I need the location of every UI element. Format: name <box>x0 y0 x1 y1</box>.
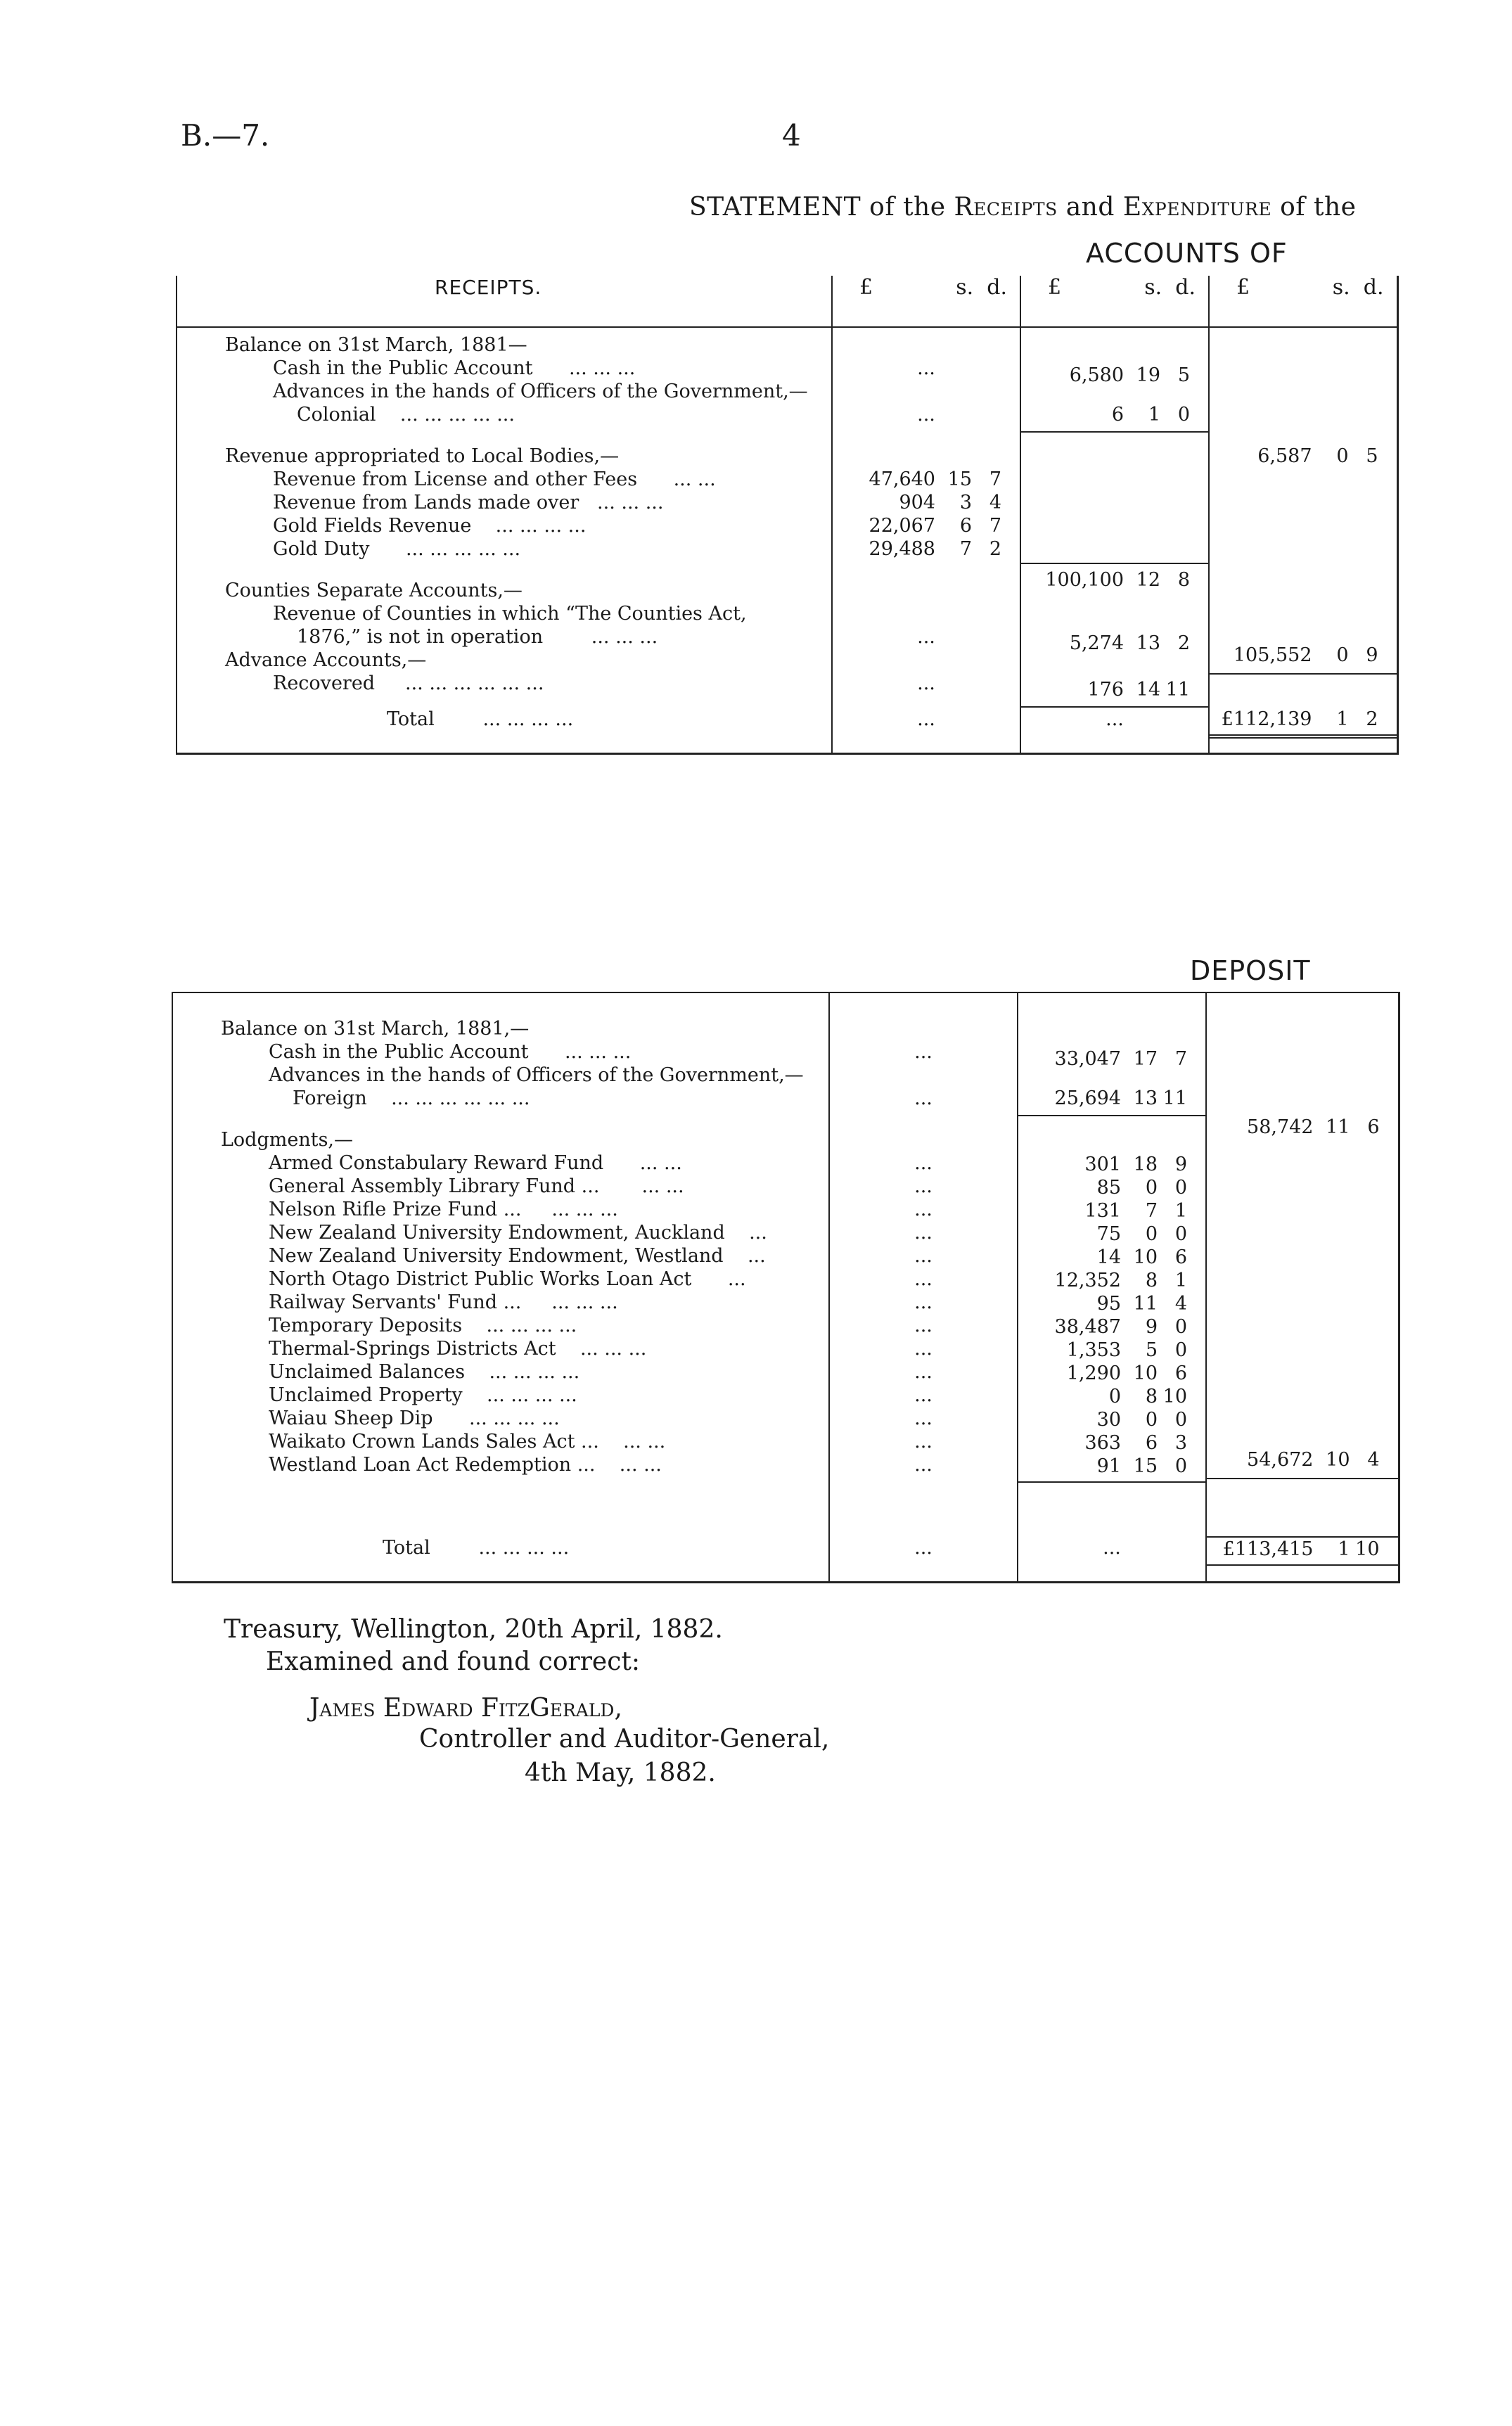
counties-title: Counties Separate Accounts,— <box>225 580 523 601</box>
lodgment-amount: 30 0 0 <box>1096 1409 1187 1431</box>
counties-dots: ... ... ... <box>591 626 658 648</box>
page-number: 4 <box>782 118 801 153</box>
deposit-cash-row-label <box>221 1040 828 1064</box>
lodgment-amount: 363 6 3 <box>1084 1432 1187 1454</box>
currency-header-col1 <box>832 276 1020 327</box>
cash-amount: 6,580 19 5 <box>1069 364 1190 386</box>
deposit-body-row <box>172 992 1399 1536</box>
gold-fields-dots: ... ... ... ... <box>495 515 587 537</box>
receipts-total-col2-dots: ... <box>1106 708 1124 730</box>
rev-license-amount: 47,640 15 7 <box>869 468 1001 490</box>
lodgments-total: 54,672 10 4 <box>1207 1448 1398 1479</box>
lodgment-label: Temporary Deposits <box>269 1315 463 1336</box>
deposit-col2 <box>1018 992 1206 1536</box>
lodgment-col1: ... <box>914 1361 933 1383</box>
pence-header: d. <box>1363 276 1384 300</box>
lodgment-amount: 91 15 0 <box>1018 1455 1205 1483</box>
lodgment-dots: ... ... <box>623 1431 666 1453</box>
rev-lands-row-label <box>225 491 831 514</box>
lodgment-col1: ... <box>914 1291 933 1313</box>
lodgment-dots: ... ... ... ... <box>489 1361 580 1383</box>
statement-of-the: of the <box>1280 193 1357 222</box>
cash-col1: ... <box>917 357 935 379</box>
lodgment-col1: ... <box>914 1407 933 1429</box>
receipts-grand-total: £112,139 1 2 <box>1210 708 1397 739</box>
receipts-col1 <box>832 327 1020 708</box>
rev-license-row-label <box>225 468 831 491</box>
lodgment-dots: ... ... ... <box>551 1291 618 1313</box>
deposit-total-row <box>172 1536 1399 1583</box>
lodgment-amount: 301 18 9 <box>1084 1154 1187 1175</box>
rev-license-label: Revenue from License and other Fees <box>273 468 638 490</box>
lodgment-label: Unclaimed Property <box>269 1384 463 1406</box>
lodgment-label: Railway Servants' Fund ... <box>269 1291 522 1313</box>
lodgment-dots: ... ... <box>641 1175 684 1197</box>
lodgment-label: Nelson Rifle Prize Fund ... <box>269 1199 522 1220</box>
footer-treasury: Treasury, Wellington, 20th April, 1882. <box>224 1615 723 1644</box>
lodgment-label: New Zealand University Endowment, Auckland <box>269 1222 725 1244</box>
rev-lands-amount: 904 3 4 <box>899 492 1001 513</box>
deposit-total-col2 <box>1018 1536 1206 1583</box>
lodgment-label-row <box>221 1453 828 1476</box>
receipts-total-dots: ... ... ... ... <box>482 708 574 730</box>
receipts-total-col1-dots: ... <box>917 708 935 730</box>
lodgment-label-row <box>221 1430 828 1453</box>
lodgment-label: Waikato Crown Lands Sales Act ... <box>269 1431 599 1453</box>
deposit-total-label: Total <box>383 1537 430 1559</box>
advances-label: Advances in the hands of Officers of the Government,— <box>273 381 808 402</box>
lodgment-col1: ... <box>914 1268 933 1290</box>
recovered-label: Recovered <box>273 672 376 694</box>
revenue-subtotal: 100,100 12 8 <box>1021 563 1208 596</box>
gold-fields-label: Gold Fields Revenue <box>273 515 472 537</box>
rev-lands-dots: ... ... ... <box>597 492 664 513</box>
shilling-header: s. <box>956 276 974 300</box>
gold-duty-label: Gold Duty <box>273 538 370 560</box>
statement-and: and <box>1065 193 1115 222</box>
deposit-total-col1-dots: ... <box>914 1537 933 1559</box>
footer-title: Controller and Auditor-General, <box>419 1725 830 1754</box>
recovered-row-label <box>225 672 831 695</box>
deposit-grand-total-cell <box>1206 1536 1399 1583</box>
statement-expenditure: Expenditure <box>1122 193 1272 222</box>
pence-header: d. <box>1175 276 1196 300</box>
lodgment-amount: 85 0 0 <box>1096 1177 1187 1199</box>
lodgment-dots: ... ... ... <box>551 1199 618 1220</box>
lodgment-col1: ... <box>914 1199 933 1220</box>
shilling-header: s. <box>1144 276 1162 300</box>
receipts-label: RECEIPTS. <box>177 276 832 327</box>
lodgments-title: Lodgments,— <box>221 1129 354 1151</box>
advance-accounts-title: Advance Accounts,— <box>225 649 427 671</box>
gold-fields-amount: 22,067 6 7 <box>869 515 1001 537</box>
receipts-total-col2 <box>1020 708 1209 754</box>
foreign-label: Foreign <box>293 1087 367 1109</box>
receipts-header-row <box>177 276 1397 327</box>
lodgment-dots: ... <box>749 1222 767 1244</box>
lodgment-dots: ... ... ... <box>579 1338 647 1360</box>
recovered-amount: 176 14 11 <box>1021 678 1208 708</box>
counties-amount: 5,274 13 2 <box>1069 632 1190 654</box>
page-id: B.—7. <box>181 118 270 153</box>
recovered-dots: ... ... ... ... ... ... <box>405 672 544 694</box>
foreign-dots: ... ... ... ... ... ... <box>391 1087 530 1109</box>
deposit-cash-label: Cash in the Public Account <box>269 1041 529 1063</box>
foreign-amount: 25,694 13 11 <box>1018 1087 1205 1116</box>
lodgment-dots: ... ... ... ... <box>486 1315 577 1336</box>
cash-row-label <box>225 357 831 380</box>
receipts-total-label: Total <box>387 708 435 730</box>
deposit-grand-total: £113,415 1 10 <box>1207 1536 1398 1566</box>
lodgment-label: Thermal-Springs Districts Act <box>269 1338 556 1360</box>
lodgment-col1: ... <box>914 1175 933 1197</box>
currency-header-col2 <box>1020 276 1209 327</box>
lodgment-label-row <box>221 1244 828 1268</box>
lodgment-label-row <box>221 1151 828 1175</box>
lodgment-col1: ... <box>914 1222 933 1244</box>
receipts-descriptions <box>177 327 832 708</box>
deposit-balance-title: Balance on 31st March, 1881,— <box>221 1018 530 1040</box>
statement-word: STATEMENT <box>689 193 861 222</box>
statement-of: of the <box>869 193 946 222</box>
shilling-header: s. <box>1332 276 1350 300</box>
pound-header: £ <box>1236 276 1250 300</box>
revenue-title: Revenue appropriated to Local Bodies,— <box>225 445 620 467</box>
footer-examined: Examined and found correct: <box>266 1647 640 1676</box>
cash-label: Cash in the Public Account <box>273 357 533 379</box>
statement-heading <box>689 193 1356 222</box>
receipts-total-label-cell <box>177 708 832 754</box>
rev-lands-label: Revenue from Lands made over <box>273 492 579 513</box>
lodgment-dots: ... ... ... ... <box>468 1407 560 1429</box>
lodgment-label-row <box>221 1221 828 1244</box>
deposit-total-label-cell <box>172 1536 829 1583</box>
deposit-col3 <box>1206 992 1399 1536</box>
lodgment-label: General Assembly Library Fund ... <box>269 1175 600 1197</box>
balance-title: Balance on 31st March, 1881— <box>225 334 527 356</box>
deposit-descriptions <box>172 992 829 1536</box>
foreign-row-label <box>221 1087 828 1110</box>
lodgment-dots: ... <box>727 1268 746 1290</box>
deposit-col1 <box>829 992 1018 1536</box>
balance-total: 6,587 0 5 <box>1257 445 1378 467</box>
footer-date: 4th May, 1882. <box>525 1758 716 1787</box>
other-total: 105,552 0 9 <box>1210 644 1397 675</box>
pence-header: d. <box>987 276 1007 300</box>
footer-signatory: James Edward FitzGerald, <box>309 1694 622 1723</box>
lodgment-label-row <box>221 1198 828 1221</box>
lodgment-label-row <box>221 1268 828 1291</box>
lodgment-label: New Zealand University Endowment, Westland <box>269 1245 724 1267</box>
recovered-col1: ... <box>917 672 935 694</box>
lodgment-col1: ... <box>914 1384 933 1406</box>
lodgment-dots: ... ... <box>619 1454 662 1476</box>
lodgment-dots: ... <box>747 1245 766 1267</box>
deposit-cash-col1: ... <box>914 1041 933 1063</box>
receipts-col2 <box>1020 327 1209 708</box>
lodgment-label-row <box>221 1175 828 1198</box>
lodgment-dots: ... ... ... ... <box>487 1384 577 1406</box>
gold-duty-dots: ... ... ... ... ... <box>405 538 521 560</box>
lodgment-label-row <box>221 1291 828 1314</box>
lodgment-amount: 131 7 1 <box>1084 1200 1187 1222</box>
colonial-label: Colonial <box>297 404 376 426</box>
receipts-col3 <box>1209 327 1397 708</box>
lodgment-label-row <box>221 1384 828 1407</box>
accounts-of-heading: ACCOUNTS OF <box>1086 238 1288 269</box>
lodgment-col1: ... <box>914 1245 933 1267</box>
lodgment-label: Unclaimed Balances <box>269 1361 466 1383</box>
deposit-advances-label: Advances in the hands of Officers of the Government,— <box>269 1064 804 1086</box>
pound-header: £ <box>1048 276 1062 300</box>
gold-duty-amount: 29,488 7 2 <box>869 538 1001 560</box>
colonial-row-label <box>225 403 831 426</box>
lodgment-label-row <box>221 1360 828 1384</box>
lodgment-amount: 75 0 0 <box>1096 1223 1187 1245</box>
lodgment-col1: ... <box>914 1152 933 1174</box>
lodgment-label: Armed Constabulary Reward Fund <box>269 1152 604 1174</box>
lodgment-amount: 1,290 10 6 <box>1066 1362 1187 1384</box>
deposit-heading: DEPOSIT <box>1190 955 1311 986</box>
colonial-col1: ... <box>917 404 935 426</box>
deposit-total-dots: ... ... ... ... <box>478 1537 570 1559</box>
lodgment-amount: 14 10 6 <box>1096 1246 1187 1268</box>
gold-fields-row-label <box>225 514 831 537</box>
counties-line2: 1876,” is not in operation <box>297 626 544 648</box>
receipts-grand-total-cell <box>1209 708 1397 754</box>
lodgment-amount: 38,487 9 0 <box>1054 1316 1187 1338</box>
lodgment-amount: 1,353 5 0 <box>1066 1339 1187 1361</box>
deposit-table <box>172 992 1400 1583</box>
cash-dots: ... ... ... <box>568 357 636 379</box>
lodgment-label: Westland Loan Act Redemption ... <box>269 1454 596 1476</box>
deposit-total-col1 <box>829 1536 1018 1583</box>
counties-line1: Revenue of Counties in which “The Counties Act, <box>273 603 747 625</box>
receipts-body-row <box>177 327 1397 708</box>
lodgment-label-row <box>221 1314 828 1337</box>
receipts-table <box>176 276 1399 755</box>
gold-duty-row-label <box>225 537 831 561</box>
receipts-total-col1 <box>832 708 1020 754</box>
lodgment-col1: ... <box>914 1431 933 1453</box>
rev-license-dots: ... ... <box>673 468 716 490</box>
receipts-total-row <box>177 708 1397 754</box>
deposit-cash-dots: ... ... ... <box>564 1041 632 1063</box>
lodgment-label: Waiau Sheep Dip <box>269 1407 433 1429</box>
colonial-dots: ... ... ... ... ... <box>399 404 515 426</box>
deposit-cash-amount: 33,047 17 7 <box>1054 1048 1187 1070</box>
lodgment-col1: ... <box>914 1315 933 1336</box>
pound-header: £ <box>859 276 873 300</box>
lodgment-amount: 12,352 8 1 <box>1054 1270 1187 1291</box>
currency-header-col3 <box>1209 276 1397 327</box>
statement-receipts: Receipts <box>954 193 1058 222</box>
deposit-balance-total: 58,742 11 6 <box>1247 1116 1380 1138</box>
lodgment-amount: 0 8 10 <box>1108 1386 1187 1407</box>
foreign-col1: ... <box>914 1087 933 1109</box>
lodgment-col1: ... <box>914 1454 933 1476</box>
lodgments-list <box>221 1151 828 1476</box>
lodgment-col1: ... <box>914 1338 933 1360</box>
lodgment-amount: 95 11 4 <box>1096 1293 1187 1315</box>
colonial-amount: 6 1 0 <box>1021 403 1208 433</box>
lodgment-label-row <box>221 1407 828 1430</box>
counties-col1: ... <box>917 626 935 648</box>
deposit-total-col2-dots: ... <box>1103 1537 1121 1559</box>
lodgment-dots: ... ... <box>639 1152 682 1174</box>
lodgment-label-row <box>221 1337 828 1360</box>
lodgment-label: North Otago District Public Works Loan Act <box>269 1268 692 1290</box>
counties-row-label <box>225 625 831 649</box>
